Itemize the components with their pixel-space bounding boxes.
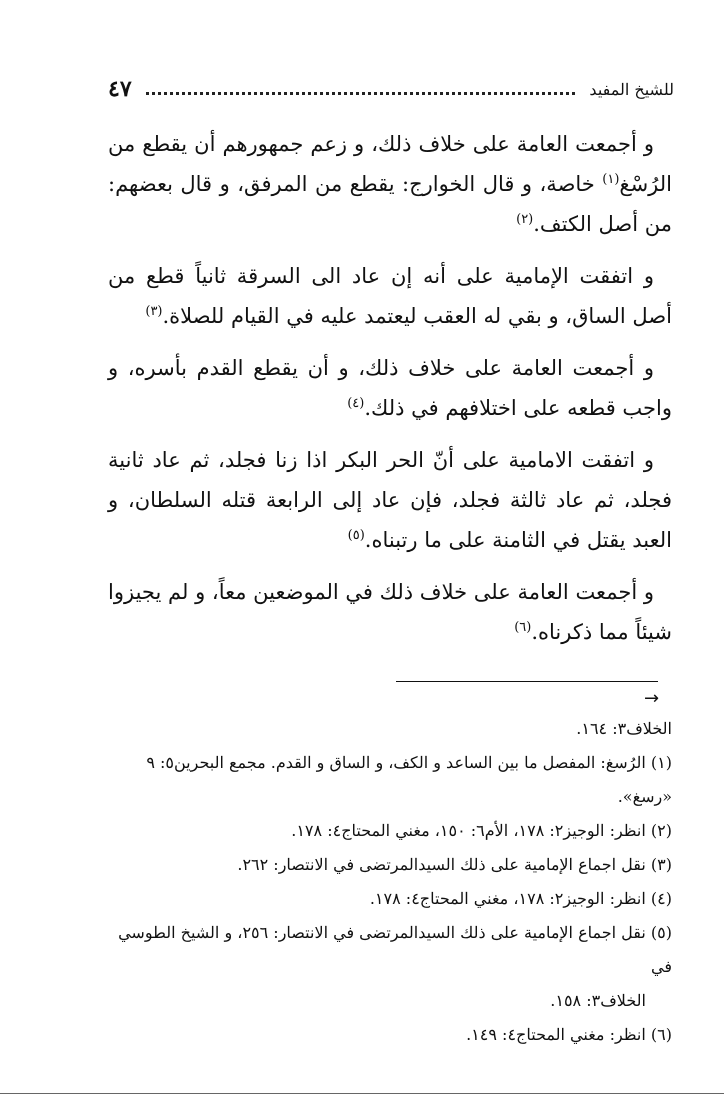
footnotes <box>108 712 672 1052</box>
paragraph-text: و اتفقت الإمامية على أنه إن عاد الى السرقة ثانياً قطع من أصل الساق، و بقي له العقب ليعتمد عليه في القيام للصلاة. <box>108 264 672 328</box>
footnote: (٥) نقل اجماع الإمامية على ذلك السيدالمرتضى في الانتصار: ٢٥٦، و الشيخ الطوسي في <box>118 923 672 976</box>
paragraph-text: و أجمعت العامة على خلاف ذلك، و أن يقطع القدم بأسره، و واجب قطعه على اختلافهم في ذلك. <box>108 356 672 420</box>
paragraph-text: خاصة، و قال الخوارج: يقطع من المرفق، و قال بعضهم: من أصل الكتف. <box>108 172 672 236</box>
page-header <box>108 72 674 106</box>
footnote-separator <box>396 681 658 682</box>
footnote-ref: (٤) <box>347 396 365 411</box>
paragraph <box>108 256 672 336</box>
page-number: ٤٧ <box>108 76 132 102</box>
footnote-ref: (٣) <box>145 304 163 319</box>
running-title: للشيخ المفيد <box>589 79 674 99</box>
footnote: الخلاف٣: ١٥٨. <box>550 991 646 1010</box>
footnote: (١) الرُسغ: المفصل ما بين الساعد و الكف، و الساق و القدم. مجمع البحرين٥: ٩ «رسغ». <box>146 753 672 806</box>
footnote: (٦) انظر: مغني المحتاج٤: ١٤٩. <box>466 1025 672 1044</box>
paragraph <box>108 440 672 560</box>
footnote: (٢) انظر: الوجيز٢: ١٧٨، الأم٦: ١٥٠، مغني المحتاج٤: ١٧٨. <box>291 821 672 840</box>
paragraph <box>108 124 672 244</box>
continuation-arrow-icon: → <box>644 688 660 709</box>
paragraph-text: و أجمعت العامة على خلاف ذلك في الموضعين معاً، و لم يجيزوا شيئاً مما ذكرناه. <box>108 580 672 644</box>
footnote: (٤) انظر: الوجيز٢: ١٧٨، مغني المحتاج٤: ١٧٨. <box>369 889 672 908</box>
paragraph-text: و اتفقت الامامية على أنّ الحر البكر اذا زنا فجلد، ثم عاد ثانية فجلد، ثم عاد ثالثة فجلد، فإن عاد إلى الرابعة قتله السلطان، و العبد يقتل في الثامنة على ما رتبناه. <box>108 448 672 552</box>
footnote-ref: (٦) <box>514 620 532 635</box>
footnote-ref: (١) <box>602 172 620 187</box>
paragraph <box>108 572 672 652</box>
footnote: الخلاف٣: ١٦٤. <box>576 719 672 738</box>
page-bottom-edge <box>0 1093 724 1094</box>
paragraph <box>108 348 672 428</box>
footnote: (٣) نقل اجماع الإمامية على ذلك السيدالمرتضى في الانتصار: ٢٦٢. <box>237 855 672 874</box>
header-dotted-leader <box>146 92 576 95</box>
footnote-ref: (٢) <box>516 212 534 227</box>
footnote-ref: (٥) <box>347 528 365 543</box>
main-text <box>108 124 672 664</box>
paragraph-text: و أجمعت العامة على خلاف ذلك، و زعم جمهورهم أن يقطع من الرُسْغ <box>108 132 672 196</box>
